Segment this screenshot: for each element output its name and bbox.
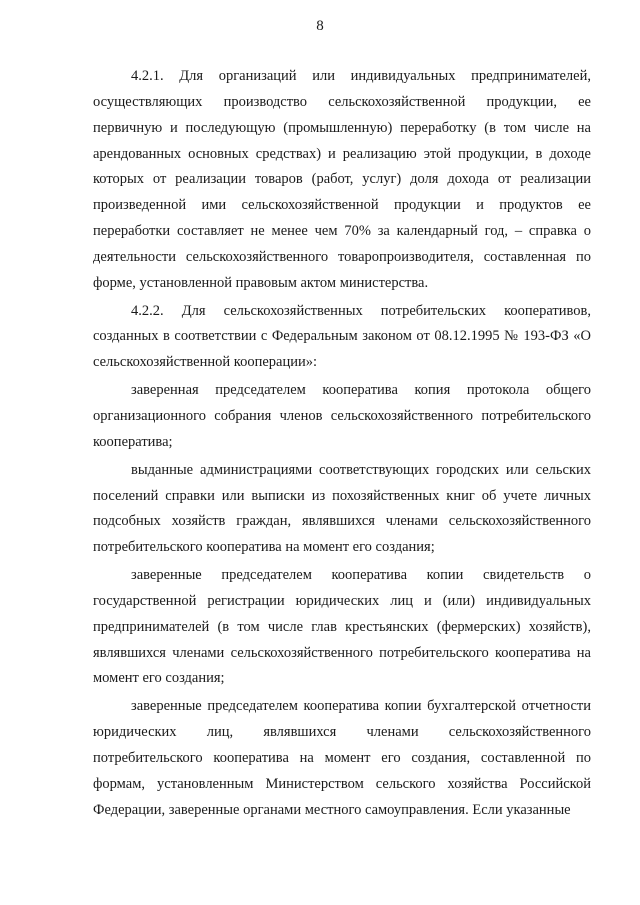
paragraph-protocol-copy: заверенная председателем кооператива копия протокола общего организационного собрания членов сельскохозяйственного потребительского кооператива; (93, 382, 591, 450)
paragraph-accounting-reports: заверенные председателем кооператива копии бухгалтерской отчетности юридических лиц, являвшихся членами сельскохозяйственного потребительского кооператива на момент его создания, составленной по формам, установленным Министерством сельского хозяйства Российской Федерации, заверенные органами местного самоуправления. Если указанные (93, 698, 591, 818)
paragraph-4-2-1: 4.2.1. Для организаций или индивидуальных предпринимателей, осуществляющих производство сельскохозяйственной продукции, ее первичную и последующую (промышленную) переработку (в том числе на арендованных основных средствах) и реализацию этой продукции, в доходе которых от реализации товаров (работ, услуг) доля дохода от реализации произведенной ими сельскохозяйственной продукции и продуктов ее переработки составляет не менее чем 70% за календарный год, – справка о деятельности сельскохозяйственного товаропроизводителя, составленная по форме, установленной правовым актом министерства. (93, 68, 591, 291)
paragraph-household-certificates: выданные администрациями соответствующих городских или сельских поселений справки или выписки из похозяйственных книг об учете личных подсобных хозяйств граждан, являвшихся членами сельскохозяйственного потребительского кооператива на момент его создания; (93, 461, 591, 556)
document-body (93, 64, 591, 823)
paragraph-registration-certificates: заверенные председателем кооператива копии свидетельств о государственной регистрации юридических лиц и (или) индивидуальных предпринимателей (в том числе глав крестьянских (фермерских) хозяйств), являвшихся членами сельскохозяйственного потребительского кооператива на момент его создания; (93, 567, 591, 687)
paragraph-4-2-2: 4.2.2. Для сельскохозяйственных потребительских кооперативов, созданных в соответствии с Федеральным законом от 08.12.1995 № 193-ФЗ «О сельскохозяйственной кооперации»: (93, 302, 591, 371)
page-number: 8 (316, 18, 324, 34)
